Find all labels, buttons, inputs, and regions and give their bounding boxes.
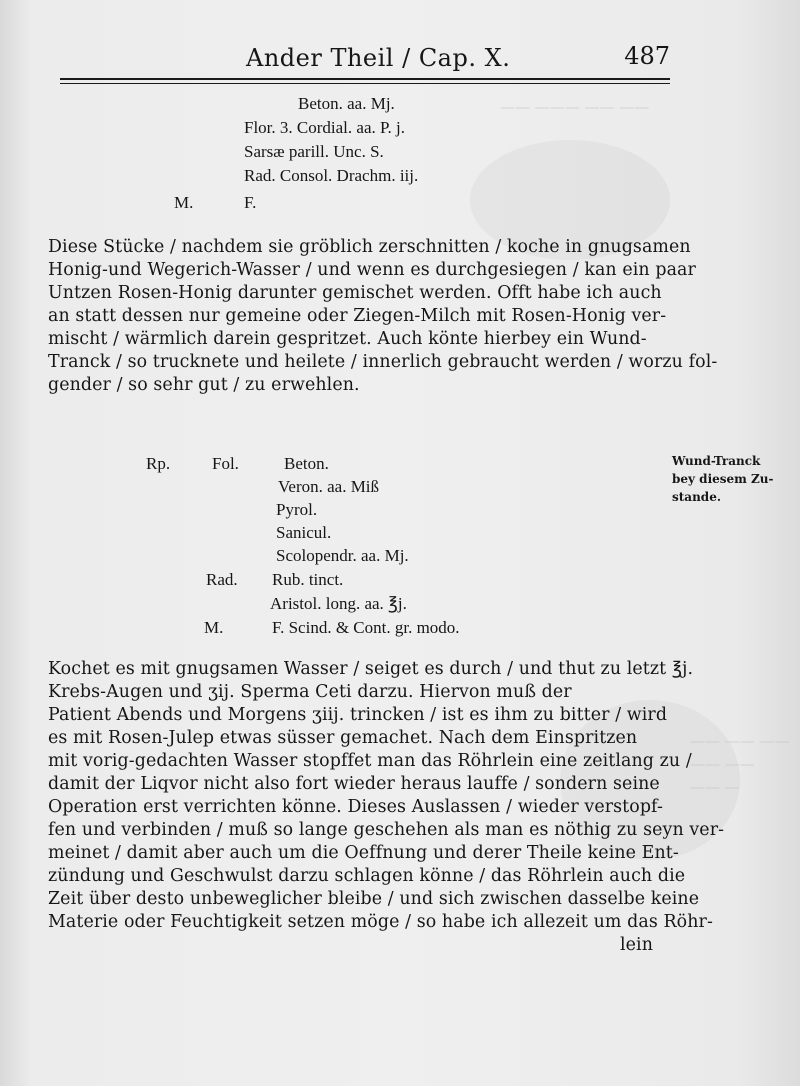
recipe-abbrev: Rp. xyxy=(146,454,171,473)
text-line: mischt / wärmlich darein gespritzet. Auch könte hierbey ein Wund- xyxy=(48,329,647,349)
recipe-line: Veron. aa. Miß xyxy=(278,477,380,496)
text-line: an statt dessen nur gemeine oder Ziegen-Milch mit Rosen-Honig ver- xyxy=(48,306,667,326)
recipe-line: Sarsæ parill. Unc. S. xyxy=(244,142,384,161)
text-line: Untzen Rosen-Honig darunter gemischet werden. Offt habe ich auch xyxy=(48,283,662,303)
text-line: lein xyxy=(620,935,654,955)
recipe-line: Rad. Consol. Drachm. iij. xyxy=(244,166,419,185)
page-number: 487 xyxy=(624,42,670,70)
text-line: Kochet es mit gnugsamen Wasser / seiget es durch / und thut zu letzt ℥j. xyxy=(48,659,694,679)
text-line: Patient Abends und Morgens ʒiij. trincken / ist es ihm zu bitter / wird xyxy=(48,705,668,725)
recipe-line: F. xyxy=(244,193,257,212)
text-line: Honig-und Wegerich-Wasser / und wenn es durchgesiegen / kan ein paar xyxy=(48,260,696,280)
show-through-text: —— —— —— —— —— —— — xyxy=(690,732,790,796)
recipe-line: Scolopendr. aa. Mj. xyxy=(276,546,409,565)
text-line: Operation erst verrichten könne. Dieses Auslassen / wieder verstopf- xyxy=(48,797,663,817)
page-title: Ander Theil / Cap. X. xyxy=(246,44,511,72)
paragraph-2 xyxy=(48,658,725,957)
text-line: Tranck / so trucknete und heilete / innerlich gebraucht werden / worzu fol- xyxy=(48,352,718,372)
text-line: gender / so sehr gut / zu erwehlen. xyxy=(48,375,360,395)
recipe-line: Pyrol. xyxy=(276,500,318,519)
margin-note-line: stande. xyxy=(672,490,722,504)
text-line: mit vorig-gedachten Wasser stopffet man das Röhrlein eine zeitlang zu / xyxy=(48,751,692,771)
text-line: Materie oder Feuchtigkeit setzen möge / so habe ich allezeit um das Röhr- xyxy=(48,912,713,932)
text-line: meinet / damit aber auch um die Oeffnung und derer Theile keine Ent- xyxy=(48,843,679,863)
text-line: zündung und Geschwulst darzu schlagen könne / das Röhrlein auch die xyxy=(48,866,686,886)
text-line: Diese Stücke / nachdem sie gröblich zerschnitten / koche in gnugsamen xyxy=(48,237,691,257)
recipe-prefix: M. xyxy=(174,193,194,212)
margin-note-line: bey diesem Zu- xyxy=(672,472,774,486)
show-through-text: —— ——— —— —— xyxy=(500,98,650,116)
recipe-line: F. Scind. & Cont. gr. modo. xyxy=(272,618,460,637)
margin-note-line: Wund-Tranck xyxy=(672,454,761,468)
text-line: damit der Liqvor nicht also fort wieder heraus lauffe / sondern seine xyxy=(48,774,660,794)
margin-note xyxy=(672,452,792,506)
recipe-line: Sanicul. xyxy=(276,523,332,542)
running-header xyxy=(60,38,670,88)
text-line: Krebs-Augen und ʒij. Sperma Ceti darzu. Hiervon muß der xyxy=(48,682,572,702)
text-line: es mit Rosen-Julep etwas süsser gemachet. Nach dem Einspritzen xyxy=(48,728,638,748)
header-rule-thin xyxy=(60,83,670,84)
recipe-line: Beton. xyxy=(284,454,329,473)
recipe-line: Aristol. long. aa. ℥j. xyxy=(270,594,407,613)
recipe-prefix: M. xyxy=(204,618,224,637)
recipe-line: Rub. tinct. xyxy=(272,570,344,589)
header-rule xyxy=(60,78,670,80)
paragraph-1 xyxy=(48,236,718,397)
text-line: Zeit über desto unbeweglicher bleibe / und sich zwischen dasselbe keine xyxy=(48,889,700,909)
recipe-line: Beton. aa. Mj. xyxy=(298,94,395,113)
recipe-category: Rad. xyxy=(206,570,238,589)
text-line: fen und verbinden / muß so lange geschehen als man es nöthig zu seyn ver- xyxy=(48,820,725,840)
recipe-line: Flor. 3. Cordial. aa. P. j. xyxy=(244,118,406,137)
recipe-category: Fol. xyxy=(212,454,239,473)
